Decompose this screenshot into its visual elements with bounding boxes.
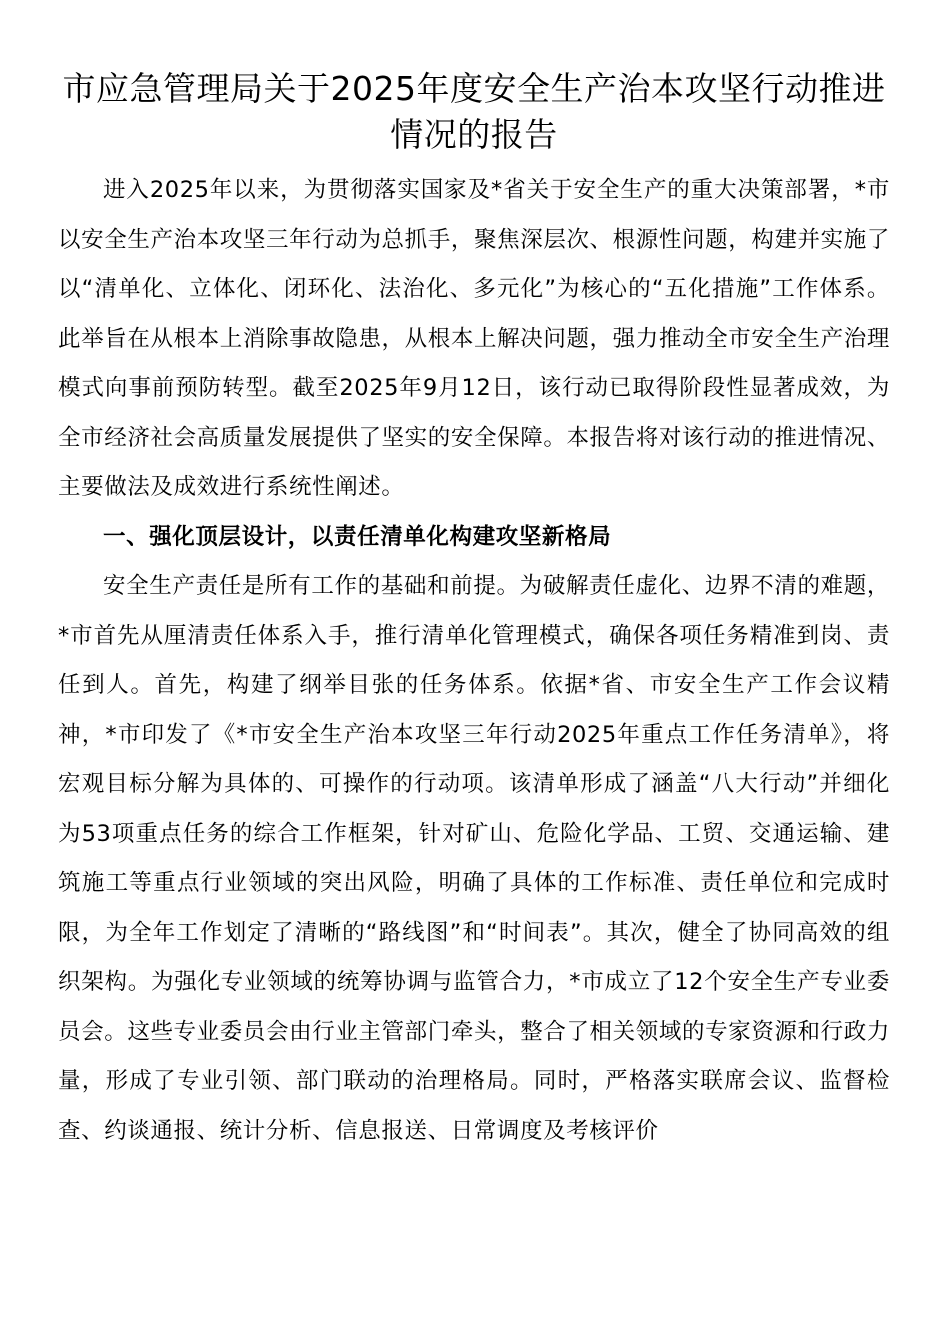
document-body [58,166,890,1156]
section-1-heading: 一、强化顶层设计，以责任清单化构建攻坚新格局 [103,523,612,550]
document-title: 市应急管理局关于2025年度安全生产治本攻坚行动推进情况的报告 [62,69,886,154]
intro-paragraph: 进入2025年以来，为贯彻落实国家及*省关于安全生产的重大决策部署，*市以安全生产治本攻坚三年行动为总抓手，聚焦深层次、根源性问题，构建并实施了以“清单化、立体化、闭环化、法治化、多元化”为核心的“五化措施”工作体系。此举旨在从根本上消除事故隐患，从根本上解决问题，强力推动全市安全生产治理模式向事前预防转型。截至2025年9月12日，该行动已取得阶段性显著成效，为全市经济社会高质量发展提供了坚实的安全保障。本报告将对该行动的推进情况、主要做法及成效进行系统性阐述。 [58,177,890,500]
section-1-paragraph: 安全生产责任是所有工作的基础和前提。为破解责任虚化、边界不清的难题，*市首先从厘清责任体系入手，推行清单化管理模式，确保各项任务精准到岗、责任到人。首先，构建了纲举目张的任务体系。依据*省、市安全生产工作会议精神，*市印发了《*市安全生产治本攻坚三年行动2025年重点工作任务清单》，将宏观目标分解为具体的、可操作的行动项。该清单形成了涵盖“八大行动”并细化为53项重点任务的综合工作框架，针对矿山、危险化学品、工贸、交通运输、建筑施工等重点行业领域的突出风险，明确了具体的工作标准、责任单位和完成时限，为全年工作划定了清晰的“路线图”和“时间表”。其次，健全了协同高效的组织架构。为强化专业领域的统筹协调与监管合力，*市成立了12个安全生产专业委员会。这些专业委员会由行业主管部门牵头，整合了相关领域的专家资源和行政力量，形成了专业引领、部门联动的治理格局。同时，严格落实联席会议、监督检查、约谈通报、统计分析、信息报送、日常调度及考核评价 [58,573,890,1144]
